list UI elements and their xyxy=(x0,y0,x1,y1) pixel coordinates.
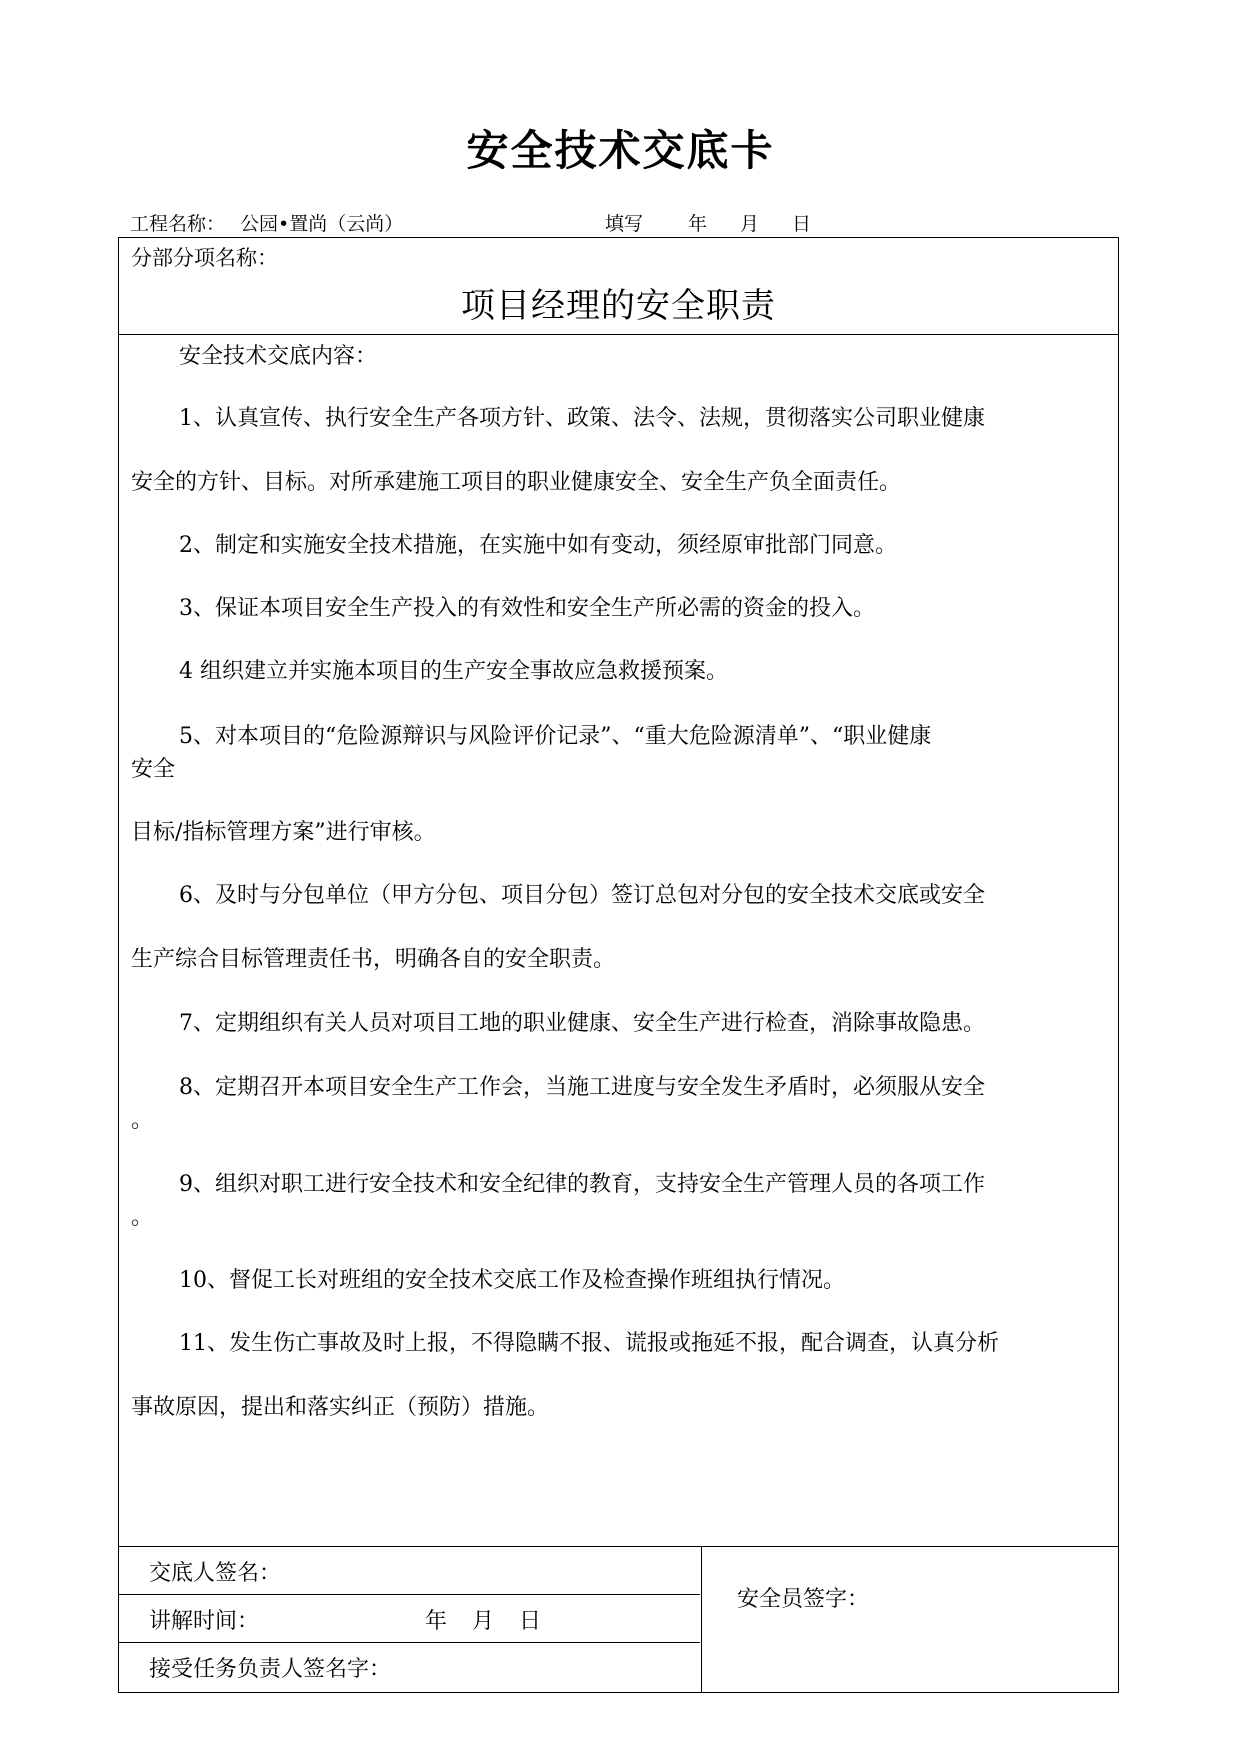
fill-day: 日 xyxy=(792,213,812,235)
safety-officer-signature-field[interactable]: 安全员签字： xyxy=(737,1587,870,1612)
form-box xyxy=(118,237,1119,1693)
explain-time-field[interactable]: 讲解时间： xyxy=(149,1609,260,1634)
content-line: 2、制定和实施安全技术措施，在实施中如有变动，须经原审批部门同意。 xyxy=(179,533,897,558)
section-name: 项目经理的安全职责 xyxy=(461,286,776,326)
divider-row-2 xyxy=(119,1642,700,1643)
content-label: 安全技术交底内容： xyxy=(179,344,378,369)
content-line: 目标/指标管理方案”进行审核。 xyxy=(131,820,436,845)
project-name: 公园•置尚（云尚） xyxy=(240,213,404,235)
explain-year: 年 xyxy=(425,1609,448,1634)
content-line: 生产综合目标管理责任书，明确各自的安全职责。 xyxy=(131,947,616,972)
project-label: 工程名称： xyxy=(130,213,226,235)
divider-signatures xyxy=(119,1546,1118,1547)
section-label: 分部分项名称： xyxy=(131,246,278,270)
content-line: 4 组织建立并实施本项目的生产安全事故应急救援预案。 xyxy=(179,659,728,684)
content-line: 3、保证本项目安全生产投入的有效性和安全生产所必需的资金的投入。 xyxy=(179,596,875,621)
content-line: 9、组织对职工进行安全技术和安全纪律的教育，支持安全生产管理人员的各项工作 xyxy=(179,1172,985,1197)
content-line: 7、定期组织有关人员对项目工地的职业健康、安全生产进行检查，消除事故隐患。 xyxy=(179,1011,985,1036)
receiver-signature-field[interactable]: 接受任务负责人签名字： xyxy=(149,1657,392,1682)
fill-year: 年 xyxy=(688,213,708,235)
content-line: 5、对本项目的“危险源辩识与风险评价记录”、“重大危险源清单”、“职业健康 xyxy=(179,724,932,749)
fill-label: 填写 xyxy=(605,213,644,235)
content-line: 8、定期召开本项目安全生产工作会，当施工进度与安全发生矛盾时，必须服从安全 xyxy=(179,1075,985,1100)
content-line: 11、发生伤亡事故及时上报，不得隐瞒不报、谎报或拖延不报，配合调查，认真分析 xyxy=(179,1331,999,1356)
content-line: 1、认真宣传、执行安全生产各项方针、政策、法令、法规，贯彻落实公司职业健康 xyxy=(179,406,985,431)
content-line: 事故原因，提出和落实纠正（预防）措施。 xyxy=(131,1395,550,1420)
content-line: 。 xyxy=(131,1205,154,1230)
content-line: 6、及时与分包单位（甲方分包、项目分包）签订总包对分包的安全技术交底或安全 xyxy=(179,883,985,908)
divider-section xyxy=(119,334,1118,335)
explain-month: 月 xyxy=(472,1609,495,1634)
content-line: 安全 xyxy=(131,757,176,782)
fill-month: 月 xyxy=(740,213,760,235)
divider-vertical xyxy=(701,1546,702,1692)
divider-row-1 xyxy=(119,1594,700,1595)
content-line: 安全的方针、目标。对所承建施工项目的职业健康安全、安全生产负全面责任。 xyxy=(131,470,902,495)
content-line: 10、督促工长对班组的安全技术交底工作及检查操作班组执行情况。 xyxy=(179,1268,845,1293)
discloser-signature-field[interactable]: 交底人签名： xyxy=(149,1561,282,1586)
explain-day: 日 xyxy=(519,1609,542,1634)
content-line: 。 xyxy=(131,1108,154,1133)
document-title: 安全技术交底卡 xyxy=(466,126,775,175)
